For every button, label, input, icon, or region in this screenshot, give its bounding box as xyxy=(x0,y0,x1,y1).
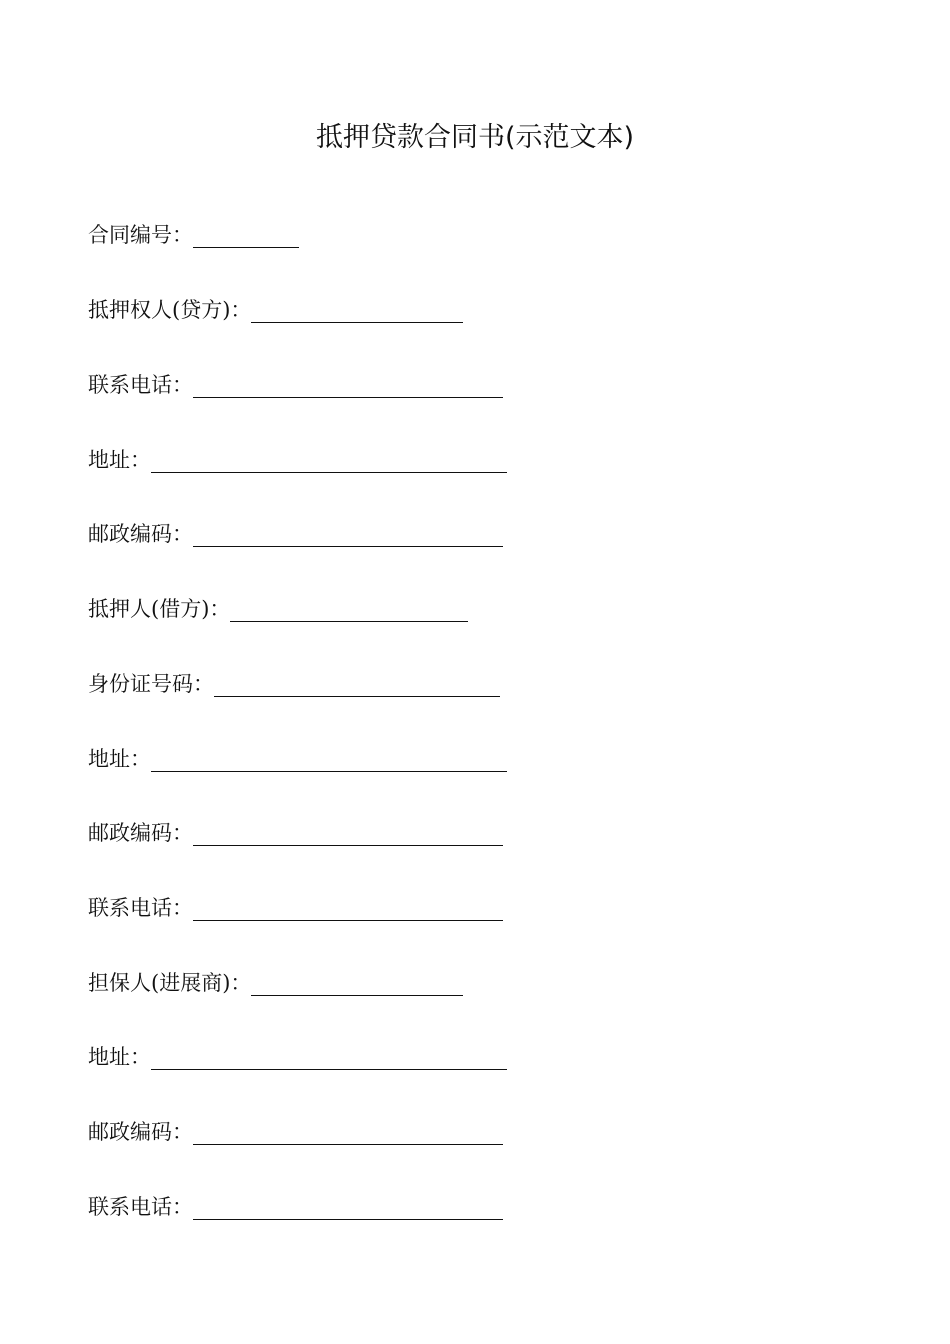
guarantor-postcode-field xyxy=(88,1117,503,1147)
guarantor-address-field xyxy=(88,1042,507,1072)
field-label: 担保人(进展商)： xyxy=(88,971,252,995)
field-label: 邮政编码： xyxy=(88,522,193,546)
field-label: 邮政编码： xyxy=(88,1120,193,1144)
field-label: 抵押权人(贷方)： xyxy=(88,298,252,322)
mortgagee-phone-field xyxy=(88,370,503,400)
fill-in-blank[interactable] xyxy=(251,298,463,323)
guarantor-phone-field xyxy=(88,1192,503,1222)
fill-in-blank[interactable] xyxy=(193,896,503,921)
fill-in-blank[interactable] xyxy=(193,1195,503,1220)
fill-in-blank[interactable] xyxy=(151,448,507,473)
fill-in-blank[interactable] xyxy=(151,1045,507,1070)
fill-in-blank[interactable] xyxy=(251,971,463,996)
field-label: 邮政编码： xyxy=(88,821,193,845)
fill-in-blank[interactable] xyxy=(151,747,507,772)
mortgagor-postcode-field xyxy=(88,818,503,848)
fill-in-blank[interactable] xyxy=(193,522,503,547)
guarantor-field xyxy=(88,968,463,998)
field-label: 合同编号： xyxy=(88,223,193,247)
id-number-field xyxy=(88,669,500,699)
contract-number-field xyxy=(88,220,299,250)
fill-in-blank[interactable] xyxy=(193,223,299,248)
mortgagee-address-field xyxy=(88,445,507,475)
mortgagor-field xyxy=(88,594,468,624)
field-label: 联系电话： xyxy=(88,896,193,920)
fill-in-blank[interactable] xyxy=(193,373,503,398)
mortgagor-phone-field xyxy=(88,893,503,923)
mortgagor-address-field xyxy=(88,744,507,774)
field-label: 地址： xyxy=(88,448,151,472)
field-label: 联系电话： xyxy=(88,1195,193,1219)
field-label: 联系电话： xyxy=(88,373,193,397)
field-label: 地址： xyxy=(88,747,151,771)
field-label: 身份证号码： xyxy=(88,672,214,696)
field-label: 地址： xyxy=(88,1045,151,1069)
mortgagee-postcode-field xyxy=(88,519,503,549)
mortgagee-field xyxy=(88,295,463,325)
document-title: 抵押贷款合同书(示范文本) xyxy=(315,122,635,153)
fill-in-blank[interactable] xyxy=(193,821,503,846)
fill-in-blank[interactable] xyxy=(230,597,468,622)
fill-in-blank[interactable] xyxy=(214,672,500,697)
field-label: 抵押人(借方)： xyxy=(88,597,231,621)
fill-in-blank[interactable] xyxy=(193,1120,503,1145)
